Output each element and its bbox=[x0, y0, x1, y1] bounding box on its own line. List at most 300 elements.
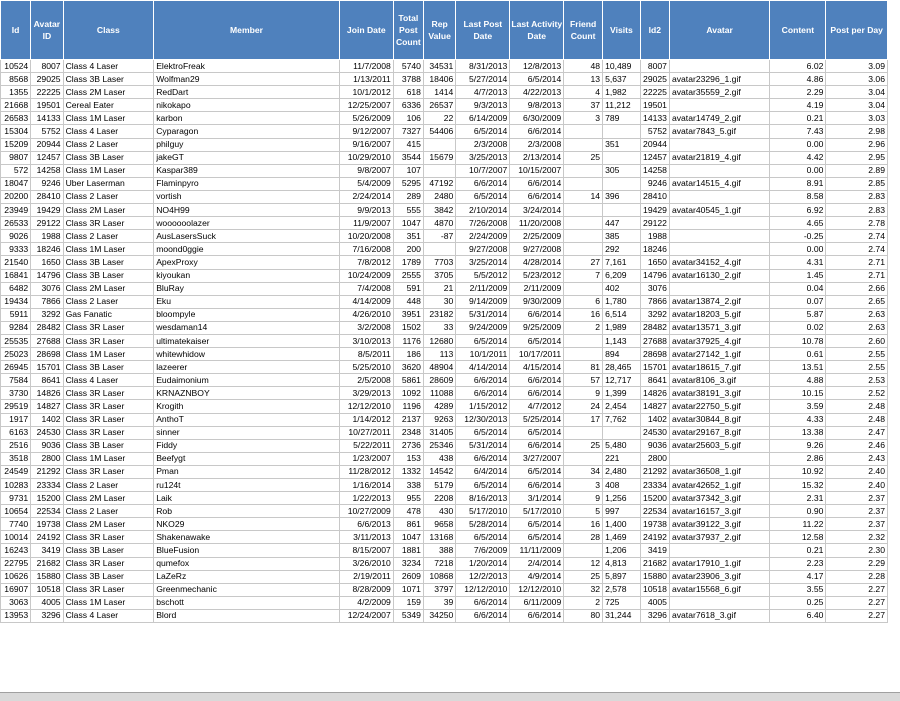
table-cell[interactable]: whitewhidow bbox=[154, 348, 340, 361]
column-header[interactable]: Rep Value bbox=[423, 1, 455, 60]
table-cell[interactable]: 2555 bbox=[393, 269, 423, 282]
table-cell[interactable] bbox=[669, 243, 769, 256]
table-cell[interactable] bbox=[669, 230, 769, 243]
table-cell[interactable]: 9026 bbox=[1, 230, 31, 243]
table-cell[interactable]: 25 bbox=[564, 439, 603, 452]
table-cell[interactable]: 0.21 bbox=[770, 544, 826, 557]
table-cell[interactable]: 54406 bbox=[423, 125, 455, 138]
table-cell[interactable]: 6/6/2014 bbox=[510, 479, 564, 492]
table-cell[interactable]: 2.65 bbox=[826, 295, 888, 308]
table-cell[interactable] bbox=[564, 334, 603, 347]
table-cell[interactable]: 34 bbox=[564, 465, 603, 478]
column-header[interactable]: Join Date bbox=[339, 1, 393, 60]
table-cell[interactable]: 21540 bbox=[1, 256, 31, 269]
table-cell[interactable] bbox=[669, 60, 769, 73]
table-cell[interactable]: 8568 bbox=[1, 73, 31, 86]
table-cell[interactable] bbox=[669, 99, 769, 112]
table-cell[interactable]: 21292 bbox=[640, 465, 669, 478]
table-cell[interactable]: 10/1/2012 bbox=[339, 86, 393, 99]
table-cell[interactable]: 2.52 bbox=[826, 387, 888, 400]
table-cell[interactable]: jakeGT bbox=[154, 151, 340, 164]
table-cell[interactable]: 861 bbox=[393, 518, 423, 531]
table-cell[interactable]: 3234 bbox=[393, 557, 423, 570]
table-cell[interactable]: 5/17/2010 bbox=[510, 505, 564, 518]
table-cell[interactable]: 789 bbox=[603, 112, 641, 125]
table-cell[interactable]: 9036 bbox=[31, 439, 63, 452]
table-cell[interactable]: 12/12/2010 bbox=[339, 400, 393, 413]
table-cell[interactable]: 1/15/2012 bbox=[456, 400, 510, 413]
table-cell[interactable]: 1650 bbox=[31, 256, 63, 269]
table-cell[interactable]: 9 bbox=[564, 492, 603, 505]
table-cell[interactable]: 23334 bbox=[31, 479, 63, 492]
table-cell[interactable]: 24530 bbox=[31, 426, 63, 439]
table-cell[interactable]: 20944 bbox=[31, 138, 63, 151]
table-cell[interactable]: avatar22750_5.gif bbox=[669, 400, 769, 413]
table-cell[interactable]: 3.59 bbox=[770, 400, 826, 413]
table-cell[interactable]: 2/5/2008 bbox=[339, 374, 393, 387]
column-header[interactable]: Post per Day bbox=[826, 1, 888, 60]
table-cell[interactable]: 7740 bbox=[1, 518, 31, 531]
table-cell[interactable]: avatar13874_2.gif bbox=[669, 295, 769, 308]
table-cell[interactable]: ru124t bbox=[154, 479, 340, 492]
table-cell[interactable]: 31405 bbox=[423, 426, 455, 439]
table-cell[interactable]: NO4H99 bbox=[154, 204, 340, 217]
table-cell[interactable]: 11,212 bbox=[603, 99, 641, 112]
table-cell[interactable]: 15200 bbox=[31, 492, 63, 505]
table-cell[interactable]: 22225 bbox=[31, 86, 63, 99]
table-cell[interactable]: 4 bbox=[564, 86, 603, 99]
table-cell[interactable]: avatar25603_5.gif bbox=[669, 439, 769, 452]
table-cell[interactable]: 14827 bbox=[31, 400, 63, 413]
table-cell[interactable]: 3076 bbox=[640, 282, 669, 295]
table-cell[interactable]: 6/6/2014 bbox=[510, 177, 564, 190]
table-cell[interactable]: 1988 bbox=[31, 230, 63, 243]
table-cell[interactable] bbox=[564, 426, 603, 439]
table-cell[interactable]: avatar38191_3.gif bbox=[669, 387, 769, 400]
table-cell[interactable]: Laik bbox=[154, 492, 340, 505]
table-cell[interactable]: 6 bbox=[564, 295, 603, 308]
table-cell[interactable]: 1,143 bbox=[603, 334, 641, 347]
table-cell[interactable]: 26533 bbox=[1, 217, 31, 230]
table-cell[interactable]: 6/5/2014 bbox=[456, 125, 510, 138]
table-cell[interactable]: 3.04 bbox=[826, 99, 888, 112]
table-cell[interactable]: 11.22 bbox=[770, 518, 826, 531]
table-cell[interactable]: 7,762 bbox=[603, 413, 641, 426]
table-cell[interactable]: 18406 bbox=[423, 73, 455, 86]
table-cell[interactable]: 8641 bbox=[640, 374, 669, 387]
table-cell[interactable]: bloompyle bbox=[154, 308, 340, 321]
table-cell[interactable]: 0.04 bbox=[770, 282, 826, 295]
table-cell[interactable]: 10518 bbox=[640, 583, 669, 596]
table-cell[interactable]: 21682 bbox=[31, 557, 63, 570]
table-cell[interactable]: 10283 bbox=[1, 479, 31, 492]
table-cell[interactable]: wesdaman14 bbox=[154, 321, 340, 334]
table-cell[interactable]: 5,480 bbox=[603, 439, 641, 452]
table-cell[interactable]: NKO29 bbox=[154, 518, 340, 531]
table-cell[interactable]: 6/6/2014 bbox=[510, 190, 564, 203]
table-cell[interactable]: 9284 bbox=[1, 321, 31, 334]
table-cell[interactable]: 25023 bbox=[1, 348, 31, 361]
table-cell[interactable]: 12/2/2013 bbox=[456, 570, 510, 583]
table-cell[interactable]: Rob bbox=[154, 505, 340, 518]
table-cell[interactable]: 9/14/2009 bbox=[456, 295, 510, 308]
table-cell[interactable]: 1.45 bbox=[770, 269, 826, 282]
table-cell[interactable]: Class 2 Laser bbox=[63, 479, 154, 492]
table-cell[interactable]: Greenmechanic bbox=[154, 583, 340, 596]
table-cell[interactable]: 2.60 bbox=[826, 334, 888, 347]
table-cell[interactable]: 1,256 bbox=[603, 492, 641, 505]
table-cell[interactable]: 48 bbox=[564, 60, 603, 73]
table-cell[interactable]: Class 4 Laser bbox=[63, 374, 154, 387]
table-cell[interactable]: 1789 bbox=[393, 256, 423, 269]
table-cell[interactable]: Class 3B Laser bbox=[63, 570, 154, 583]
table-cell[interactable]: 4.17 bbox=[770, 570, 826, 583]
table-cell[interactable]: 31,244 bbox=[603, 609, 641, 622]
table-cell[interactable]: 4/7/2013 bbox=[456, 86, 510, 99]
table-cell[interactable]: 3/27/2007 bbox=[510, 452, 564, 465]
table-cell[interactable]: 6/6/2014 bbox=[510, 308, 564, 321]
table-cell[interactable]: 1,469 bbox=[603, 531, 641, 544]
table-cell[interactable]: 7703 bbox=[423, 256, 455, 269]
table-cell[interactable]: 13953 bbox=[1, 609, 31, 622]
table-cell[interactable]: 6/5/2014 bbox=[456, 426, 510, 439]
table-cell[interactable]: 2/3/2008 bbox=[510, 138, 564, 151]
table-cell[interactable]: 107 bbox=[393, 164, 423, 177]
table-cell[interactable]: Class 3B Laser bbox=[63, 73, 154, 86]
table-cell[interactable]: 9036 bbox=[640, 439, 669, 452]
table-cell[interactable]: 6/5/2014 bbox=[456, 190, 510, 203]
table-cell[interactable]: 26945 bbox=[1, 361, 31, 374]
table-cell[interactable]: 15209 bbox=[1, 138, 31, 151]
table-cell[interactable]: 22534 bbox=[640, 505, 669, 518]
table-cell[interactable]: Class 2M Laser bbox=[63, 518, 154, 531]
table-cell[interactable]: 12/25/2007 bbox=[339, 99, 393, 112]
table-cell[interactable]: 1092 bbox=[393, 387, 423, 400]
table-cell[interactable]: 11/28/2012 bbox=[339, 465, 393, 478]
table-cell[interactable]: 30 bbox=[423, 295, 455, 308]
table-cell[interactable]: Class 2M Laser bbox=[63, 86, 154, 99]
table-cell[interactable]: 1355 bbox=[1, 86, 31, 99]
table-cell[interactable]: 5740 bbox=[393, 60, 423, 73]
table-cell[interactable]: 5861 bbox=[393, 374, 423, 387]
table-cell[interactable]: Class 3R Laser bbox=[63, 531, 154, 544]
table-cell[interactable]: Class 3R Laser bbox=[63, 557, 154, 570]
table-cell[interactable] bbox=[564, 125, 603, 138]
table-cell[interactable]: 22 bbox=[423, 112, 455, 125]
table-cell[interactable]: Class 1M Laser bbox=[63, 164, 154, 177]
table-cell[interactable]: Class 1M Laser bbox=[63, 348, 154, 361]
table-cell[interactable]: 5.87 bbox=[770, 308, 826, 321]
table-cell[interactable]: 2.85 bbox=[826, 177, 888, 190]
table-cell[interactable]: 2/13/2014 bbox=[510, 151, 564, 164]
table-cell[interactable]: 2800 bbox=[31, 452, 63, 465]
table-cell[interactable]: 6/4/2014 bbox=[456, 465, 510, 478]
table-cell[interactable]: 2.48 bbox=[826, 400, 888, 413]
table-cell[interactable]: Pman bbox=[154, 465, 340, 478]
table-cell[interactable]: 1/20/2014 bbox=[456, 557, 510, 570]
table-cell[interactable]: 19434 bbox=[1, 295, 31, 308]
table-cell[interactable]: Class 3R Laser bbox=[63, 465, 154, 478]
table-cell[interactable]: 3419 bbox=[31, 544, 63, 557]
table-cell[interactable]: 18246 bbox=[31, 243, 63, 256]
table-cell[interactable]: 1047 bbox=[393, 531, 423, 544]
table-cell[interactable]: 34531 bbox=[423, 60, 455, 73]
table-cell[interactable]: 2348 bbox=[393, 426, 423, 439]
table-cell[interactable]: 7/6/2009 bbox=[456, 544, 510, 557]
table-cell[interactable]: 3951 bbox=[393, 308, 423, 321]
table-cell[interactable]: 3797 bbox=[423, 583, 455, 596]
table-cell[interactable]: 13.51 bbox=[770, 361, 826, 374]
table-cell[interactable]: 19738 bbox=[640, 518, 669, 531]
table-cell[interactable]: BlueFusion bbox=[154, 544, 340, 557]
table-cell[interactable]: 19429 bbox=[640, 204, 669, 217]
table-cell[interactable]: 1917 bbox=[1, 413, 31, 426]
table-cell[interactable]: 80 bbox=[564, 609, 603, 622]
table-cell[interactable]: Fiddy bbox=[154, 439, 340, 452]
table-cell[interactable] bbox=[669, 217, 769, 230]
table-cell[interactable]: 997 bbox=[603, 505, 641, 518]
table-cell[interactable]: 3.09 bbox=[826, 60, 888, 73]
table-cell[interactable]: avatar27142_1.gif bbox=[669, 348, 769, 361]
table-cell[interactable]: 5/27/2014 bbox=[456, 73, 510, 86]
table-cell[interactable]: 1/16/2014 bbox=[339, 479, 393, 492]
table-cell[interactable]: 159 bbox=[393, 596, 423, 609]
table-cell[interactable]: avatar13571_3.gif bbox=[669, 321, 769, 334]
table-cell[interactable]: 385 bbox=[603, 230, 641, 243]
table-cell[interactable]: 16841 bbox=[1, 269, 31, 282]
table-cell[interactable]: 1,780 bbox=[603, 295, 641, 308]
table-cell[interactable]: Class 1M Laser bbox=[63, 596, 154, 609]
table-cell[interactable]: 12/12/2010 bbox=[456, 583, 510, 596]
table-cell[interactable]: 22225 bbox=[640, 86, 669, 99]
table-cell[interactable]: 12,717 bbox=[603, 374, 641, 387]
table-cell[interactable]: 3705 bbox=[423, 269, 455, 282]
table-cell[interactable] bbox=[564, 282, 603, 295]
table-cell[interactable]: 9658 bbox=[423, 518, 455, 531]
table-cell[interactable]: 9/16/2007 bbox=[339, 138, 393, 151]
table-cell[interactable]: 9246 bbox=[640, 177, 669, 190]
table-cell[interactable]: qumefox bbox=[154, 557, 340, 570]
table-cell[interactable]: 2/11/2009 bbox=[456, 282, 510, 295]
table-cell[interactable]: 2.95 bbox=[826, 151, 888, 164]
table-cell[interactable]: 2.46 bbox=[826, 439, 888, 452]
table-cell[interactable]: avatar37925_4.gif bbox=[669, 334, 769, 347]
table-cell[interactable]: 0.00 bbox=[770, 164, 826, 177]
table-cell[interactable]: ApexProxy bbox=[154, 256, 340, 269]
table-cell[interactable]: 438 bbox=[423, 452, 455, 465]
table-cell[interactable]: 4/14/2009 bbox=[339, 295, 393, 308]
table-cell[interactable]: 10.92 bbox=[770, 465, 826, 478]
table-cell[interactable]: 20200 bbox=[1, 190, 31, 203]
table-cell[interactable]: 4.42 bbox=[770, 151, 826, 164]
table-cell[interactable]: 14133 bbox=[640, 112, 669, 125]
table-cell[interactable]: Eudaimonium bbox=[154, 374, 340, 387]
table-cell[interactable]: avatar8106_3.gif bbox=[669, 374, 769, 387]
table-cell[interactable] bbox=[564, 164, 603, 177]
table-cell[interactable]: 6/6/2014 bbox=[510, 125, 564, 138]
table-cell[interactable]: 2.30 bbox=[826, 544, 888, 557]
table-cell[interactable]: 5349 bbox=[393, 609, 423, 622]
table-cell[interactable]: 4.86 bbox=[770, 73, 826, 86]
table-cell[interactable] bbox=[669, 138, 769, 151]
table-cell[interactable]: 15701 bbox=[31, 361, 63, 374]
table-cell[interactable] bbox=[603, 177, 641, 190]
table-cell[interactable]: 6/6/2014 bbox=[456, 452, 510, 465]
table-cell[interactable]: 12/8/2013 bbox=[510, 60, 564, 73]
table-cell[interactable]: Class 3R Laser bbox=[63, 426, 154, 439]
table-cell[interactable]: 2.48 bbox=[826, 413, 888, 426]
table-cell[interactable]: 5752 bbox=[640, 125, 669, 138]
table-cell[interactable]: 22534 bbox=[31, 505, 63, 518]
table-cell[interactable]: 9 bbox=[564, 387, 603, 400]
table-cell[interactable]: 12457 bbox=[640, 151, 669, 164]
table-cell[interactable]: 12/24/2007 bbox=[339, 609, 393, 622]
table-cell[interactable]: 9.26 bbox=[770, 439, 826, 452]
table-cell[interactable]: 2/24/2009 bbox=[456, 230, 510, 243]
table-cell[interactable]: Class 3B Laser bbox=[63, 256, 154, 269]
table-cell[interactable]: 15701 bbox=[640, 361, 669, 374]
table-cell[interactable]: 13.38 bbox=[770, 426, 826, 439]
table-cell[interactable]: 14133 bbox=[31, 112, 63, 125]
table-cell[interactable]: ElektroFreak bbox=[154, 60, 340, 73]
table-cell[interactable] bbox=[564, 217, 603, 230]
table-cell[interactable]: 25 bbox=[564, 151, 603, 164]
table-cell[interactable] bbox=[603, 125, 641, 138]
table-cell[interactable]: Class 3B Laser bbox=[63, 544, 154, 557]
table-cell[interactable]: 11/20/2008 bbox=[510, 217, 564, 230]
table-cell[interactable]: 3 bbox=[564, 479, 603, 492]
table-cell[interactable]: 9/8/2013 bbox=[510, 99, 564, 112]
table-cell[interactable]: Flaminpyro bbox=[154, 177, 340, 190]
table-cell[interactable]: 9/9/2013 bbox=[339, 204, 393, 217]
table-cell[interactable]: 19501 bbox=[31, 99, 63, 112]
table-cell[interactable]: 32 bbox=[564, 583, 603, 596]
table-cell[interactable]: 2.37 bbox=[826, 492, 888, 505]
table-cell[interactable]: 572 bbox=[1, 164, 31, 177]
table-cell[interactable]: 19501 bbox=[640, 99, 669, 112]
table-cell[interactable]: 3788 bbox=[393, 73, 423, 86]
table-cell[interactable]: 10524 bbox=[1, 60, 31, 73]
table-cell[interactable]: 8007 bbox=[31, 60, 63, 73]
table-cell[interactable]: 19429 bbox=[31, 204, 63, 217]
table-cell[interactable]: 7,161 bbox=[603, 256, 641, 269]
table-cell[interactable]: 16 bbox=[564, 308, 603, 321]
table-cell[interactable]: 9731 bbox=[1, 492, 31, 505]
table-cell[interactable]: 1,989 bbox=[603, 321, 641, 334]
table-cell[interactable]: 12680 bbox=[423, 334, 455, 347]
table-cell[interactable]: 5752 bbox=[31, 125, 63, 138]
table-cell[interactable]: 5/31/2014 bbox=[456, 439, 510, 452]
table-cell[interactable]: 1/22/2013 bbox=[339, 492, 393, 505]
table-cell[interactable]: 8/16/2013 bbox=[456, 492, 510, 505]
table-cell[interactable]: 4870 bbox=[423, 217, 455, 230]
table-cell[interactable]: 9/24/2009 bbox=[456, 321, 510, 334]
table-cell[interactable]: 4.65 bbox=[770, 217, 826, 230]
table-cell[interactable]: 2.89 bbox=[826, 164, 888, 177]
table-cell[interactable]: 2/24/2014 bbox=[339, 190, 393, 203]
table-cell[interactable]: 2.55 bbox=[826, 348, 888, 361]
table-cell[interactable]: 1/23/2007 bbox=[339, 452, 393, 465]
table-cell[interactable]: 221 bbox=[603, 452, 641, 465]
table-cell[interactable]: 447 bbox=[603, 217, 641, 230]
table-cell[interactable]: 6/5/2014 bbox=[510, 73, 564, 86]
table-cell[interactable]: 2.78 bbox=[826, 217, 888, 230]
table-cell[interactable]: 21668 bbox=[1, 99, 31, 112]
table-cell[interactable]: 2,480 bbox=[603, 465, 641, 478]
table-cell[interactable] bbox=[669, 544, 769, 557]
table-cell[interactable]: 2/11/2009 bbox=[510, 282, 564, 295]
table-cell[interactable]: Class 4 Laser bbox=[63, 60, 154, 73]
table-cell[interactable]: 23949 bbox=[1, 204, 31, 217]
table-cell[interactable]: 3/24/2014 bbox=[510, 204, 564, 217]
table-cell[interactable]: 3730 bbox=[1, 387, 31, 400]
table-cell[interactable]: 14827 bbox=[640, 400, 669, 413]
table-cell[interactable]: avatar29167_8.gif bbox=[669, 426, 769, 439]
table-cell[interactable]: 12457 bbox=[31, 151, 63, 164]
table-cell[interactable]: avatar37342_3.gif bbox=[669, 492, 769, 505]
table-cell[interactable]: 3076 bbox=[31, 282, 63, 295]
table-cell[interactable]: 3296 bbox=[640, 609, 669, 622]
table-cell[interactable]: 6/5/2014 bbox=[510, 465, 564, 478]
table-cell[interactable]: 6/5/2014 bbox=[456, 334, 510, 347]
table-cell[interactable]: 10.15 bbox=[770, 387, 826, 400]
table-cell[interactable] bbox=[669, 596, 769, 609]
table-cell[interactable]: 6/6/2014 bbox=[456, 374, 510, 387]
table-cell[interactable]: 2.63 bbox=[826, 308, 888, 321]
table-cell[interactable]: 25535 bbox=[1, 334, 31, 347]
table-cell[interactable]: 8007 bbox=[640, 60, 669, 73]
table-cell[interactable]: 3/10/2013 bbox=[339, 334, 393, 347]
table-cell[interactable]: 4/22/2013 bbox=[510, 86, 564, 99]
table-cell[interactable]: 16243 bbox=[1, 544, 31, 557]
table-cell[interactable]: 3.55 bbox=[770, 583, 826, 596]
table-cell[interactable]: 7584 bbox=[1, 374, 31, 387]
table-cell[interactable]: 29122 bbox=[640, 217, 669, 230]
table-cell[interactable]: 15304 bbox=[1, 125, 31, 138]
table-cell[interactable]: avatar30844_8.gif bbox=[669, 413, 769, 426]
table-cell[interactable]: 6.02 bbox=[770, 60, 826, 73]
table-cell[interactable]: 10,489 bbox=[603, 60, 641, 73]
table-cell[interactable]: 10/27/2009 bbox=[339, 505, 393, 518]
table-cell[interactable]: 2.29 bbox=[826, 557, 888, 570]
table-cell[interactable]: Class 3R Laser bbox=[63, 583, 154, 596]
table-cell[interactable]: 14258 bbox=[640, 164, 669, 177]
table-cell[interactable]: 9/8/2007 bbox=[339, 164, 393, 177]
column-header[interactable]: Last Post Date bbox=[456, 1, 510, 60]
table-cell[interactable]: Class 2M Laser bbox=[63, 282, 154, 295]
table-cell[interactable]: Class 3B Laser bbox=[63, 151, 154, 164]
table-cell[interactable]: avatar7843_5.gif bbox=[669, 125, 769, 138]
table-cell[interactable]: avatar17910_1.gif bbox=[669, 557, 769, 570]
table-cell[interactable]: 3/25/2014 bbox=[456, 256, 510, 269]
table-cell[interactable]: 388 bbox=[423, 544, 455, 557]
table-cell[interactable] bbox=[423, 243, 455, 256]
table-cell[interactable]: 2/10/2014 bbox=[456, 204, 510, 217]
table-cell[interactable]: 28 bbox=[564, 531, 603, 544]
table-cell[interactable]: 2.27 bbox=[826, 609, 888, 622]
table-cell[interactable]: avatar14515_4.gif bbox=[669, 177, 769, 190]
table-cell[interactable]: 9/25/2009 bbox=[510, 321, 564, 334]
table-cell[interactable]: 15880 bbox=[31, 570, 63, 583]
table-cell[interactable]: 0.07 bbox=[770, 295, 826, 308]
column-header[interactable]: Avatar bbox=[669, 1, 769, 60]
table-cell[interactable]: 3292 bbox=[31, 308, 63, 321]
table-cell[interactable]: 14542 bbox=[423, 465, 455, 478]
table-cell[interactable]: 591 bbox=[393, 282, 423, 295]
table-cell[interactable]: 2.40 bbox=[826, 465, 888, 478]
table-cell[interactable]: avatar15568_6.gif bbox=[669, 583, 769, 596]
table-cell[interactable]: 2,578 bbox=[603, 583, 641, 596]
